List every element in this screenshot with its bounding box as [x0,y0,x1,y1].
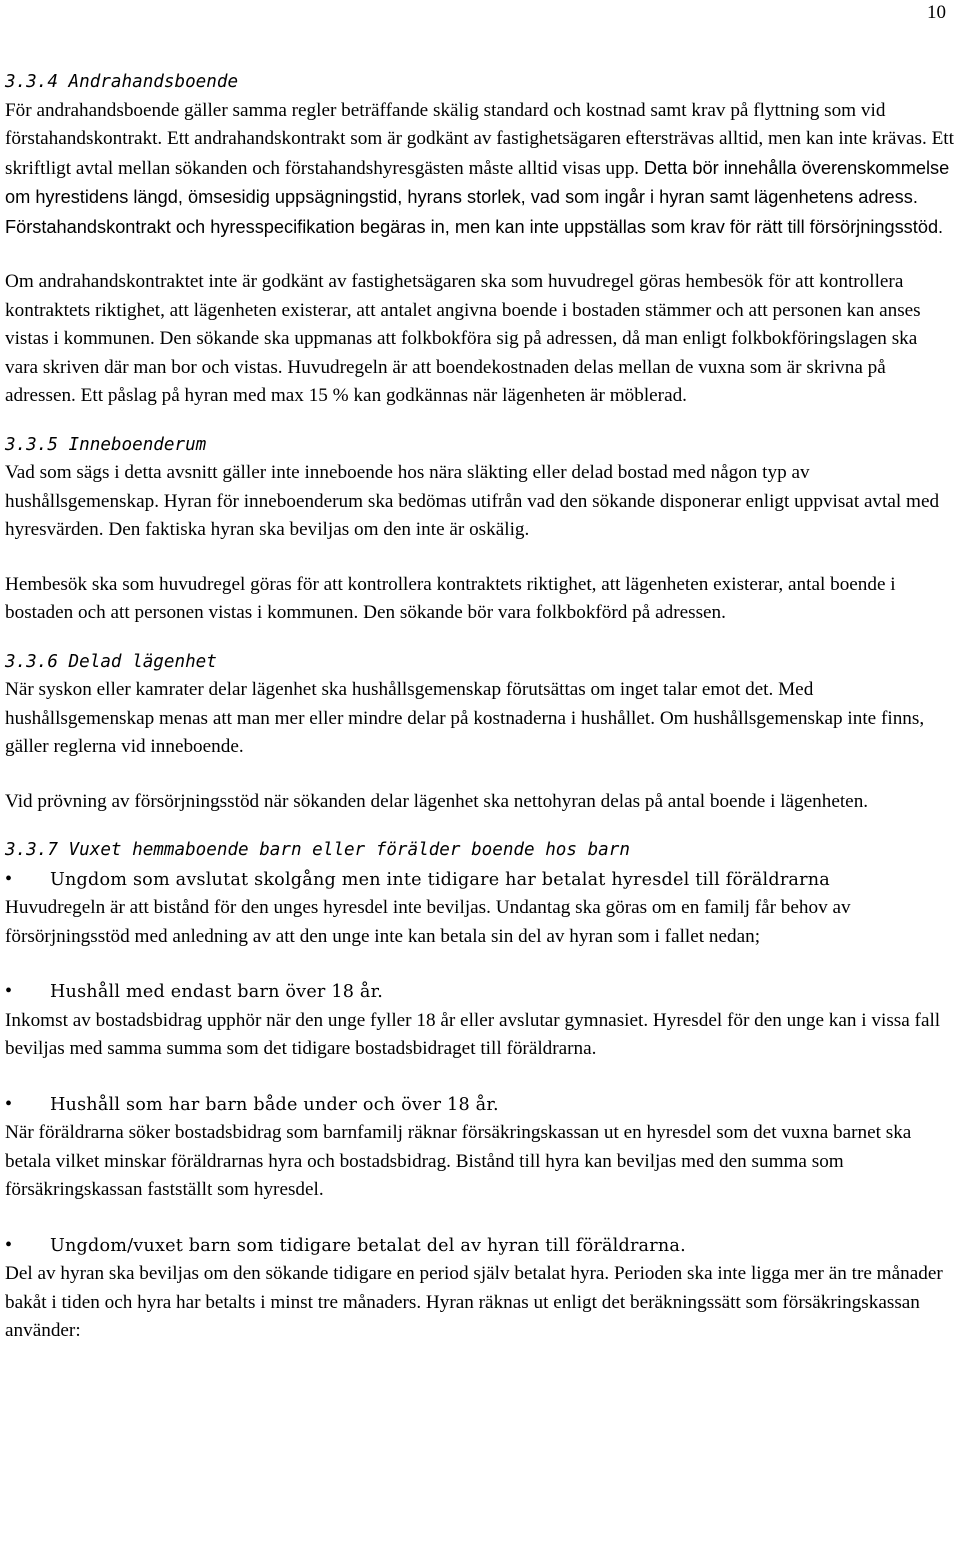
section-andrahandsboende [5,68,955,411]
paragraph-text: För andrahandsboende gäller samma regler beträffande skälig standard och kostnad samt krav på flyttning som vid förstahandskontrakt. Ett andrahandskontrakt som är godkänt av fastighetsägaren eftersträvas alltid, men kan inte krävas. Ett skriftligt avtal mellan sökanden och förstahandshyresgästen måste alltid visas upp. [5,99,954,179]
section-delad-lagenhet [5,648,955,817]
section-heading: 3.3.7 Vuxet hemmaboende barn eller förälder boende hos barn [5,840,630,860]
section-inneboenderum [5,431,955,628]
section-heading: 3.3.4 Andrahandsboende [5,72,239,92]
bullet-icon: • [5,1092,13,1115]
paragraph: Huvudregeln är att bistånd för den unges hyresdel inte beviljas. Undantag ska göras om en familj får behov av försörjningsstöd med anledning av att den unge inte kan betala sin del av hyran som i fallet nedan; [5,897,851,947]
page-number: 10 [927,2,946,23]
paragraph [5,97,955,243]
bullet-item [5,977,955,1007]
bullet-text: Hushåll med endast barn över 18 år. [50,982,384,1002]
section-heading: 3.3.6 Delad lägenhet [5,651,217,672]
section-vuxet-hemmaboende-barn [5,836,955,1346]
document-body [5,68,955,1346]
paragraph: Om andrahandskontraktet inte är godkänt av fastighetsägaren ska som huvudregel göras hembesök för att kontrollera kontraktets riktighet, att lägenheten existerar, att antalet angivna boende i bostaden stämmer och att personen kan anses vistas i kommunen. Den sökande ska uppmanas att folkbokföra sig på adressen, då man enligt folkbokföringslagen ska vara skriven där man bor och vistas. Huvudregeln är att boendekostnaden delas mellan de vuxna som är skrivna på adressen. Ett påslag på hyran med max 15 % kan godkännas när lägenheten är möblerad. [5,271,921,406]
paragraph: Hembesök ska som huvudregel göras för att kontrollera kontraktets riktighet, att lägenheten existerar, antal boende i bostaden och att personen vistas i kommunen. Den sökande bör vara folkbokförd på adressen. [5,573,896,623]
bullet-text: Ungdom som avslutat skolgång men inte tidigare har betalat hyresdel till föräldrarna [50,869,830,890]
bullet-item [5,865,955,895]
bullet-text: Hushåll som har barn både under och över 18 år. [50,1094,499,1115]
bullet-icon: • [5,1233,13,1256]
paragraph: Del av hyran ska beviljas om den sökande tidigare en period själv betalat hyra. Perioden ska inte ligga mer än tre månader bakåt i tiden och hyra har betalts i minst tre månaders. Hyran räknas ut enligt det beräkningssätt som försäkringskassan använder: [5,1263,943,1341]
bullet-item [5,1090,955,1120]
paragraph: Vad som sägs i detta avsnitt gäller inte inneboende hos nära släkting eller delad bostad med någon typ av hushållsgemenskap. Hyran för inneboenderum ska bedömas utifrån vad den sökande disponerar enligt uppvisat avtal med hyresvärden. Den faktiska hyran ska beviljas om den inte är oskälig. [5,462,940,540]
bullet-item [5,1231,955,1261]
paragraph-text-sans: Detta bör innehålla överenskommelse om hyrestidens längd, ömsesidig uppsägningstid, hyrans storlek, vad som ingår i hyran samt lägenhetens adress. Förstahandskontrakt och hyresspecifikation begäras in, men kan inte uppställas som krav för rätt till försörjningsstöd. [5,157,950,237]
section-heading: 3.3.5 Inneboenderum [5,434,207,455]
paragraph: Vid prövning av försörjningsstöd när sökanden delar lägenhet ska nettohyran delas på antal boende i lägenheten. [5,790,869,812]
paragraph: När syskon eller kamrater delar lägenhet ska hushållsgemenskap förutsättas om inget talar emot det. Med hushållsgemenskap menas att man mer eller mindre delar på kostnaderna i hushållet. Om hushållsgemenskap inte finns, gäller reglerna vid inneboende. [5,679,925,757]
paragraph: Inkomst av bostadsbidrag upphör när den unge fyller 18 år eller avslutar gymnasiet. Hyresdel för den unge kan i vissa fall beviljas med samma summa som det tidigare bostadsbidraget till föräldrarna. [5,1009,941,1059]
bullet-icon: • [5,867,13,890]
paragraph: När föräldrarna söker bostadsbidrag som barnfamilj räknar försäkringskassan ut en hyresdel som det vuxna barnet ska betala vilket minskar föräldrarnas hyra och bostadsbidrag. Bistånd till hyra kan beviljas med den summa som försäkringskassan fastställt som hyresdel. [5,1122,912,1200]
bullet-icon: • [5,980,13,1002]
bullet-text: Ungdom/vuxet barn som tidigare betalat del av hyran till föräldrarna. [50,1235,686,1256]
